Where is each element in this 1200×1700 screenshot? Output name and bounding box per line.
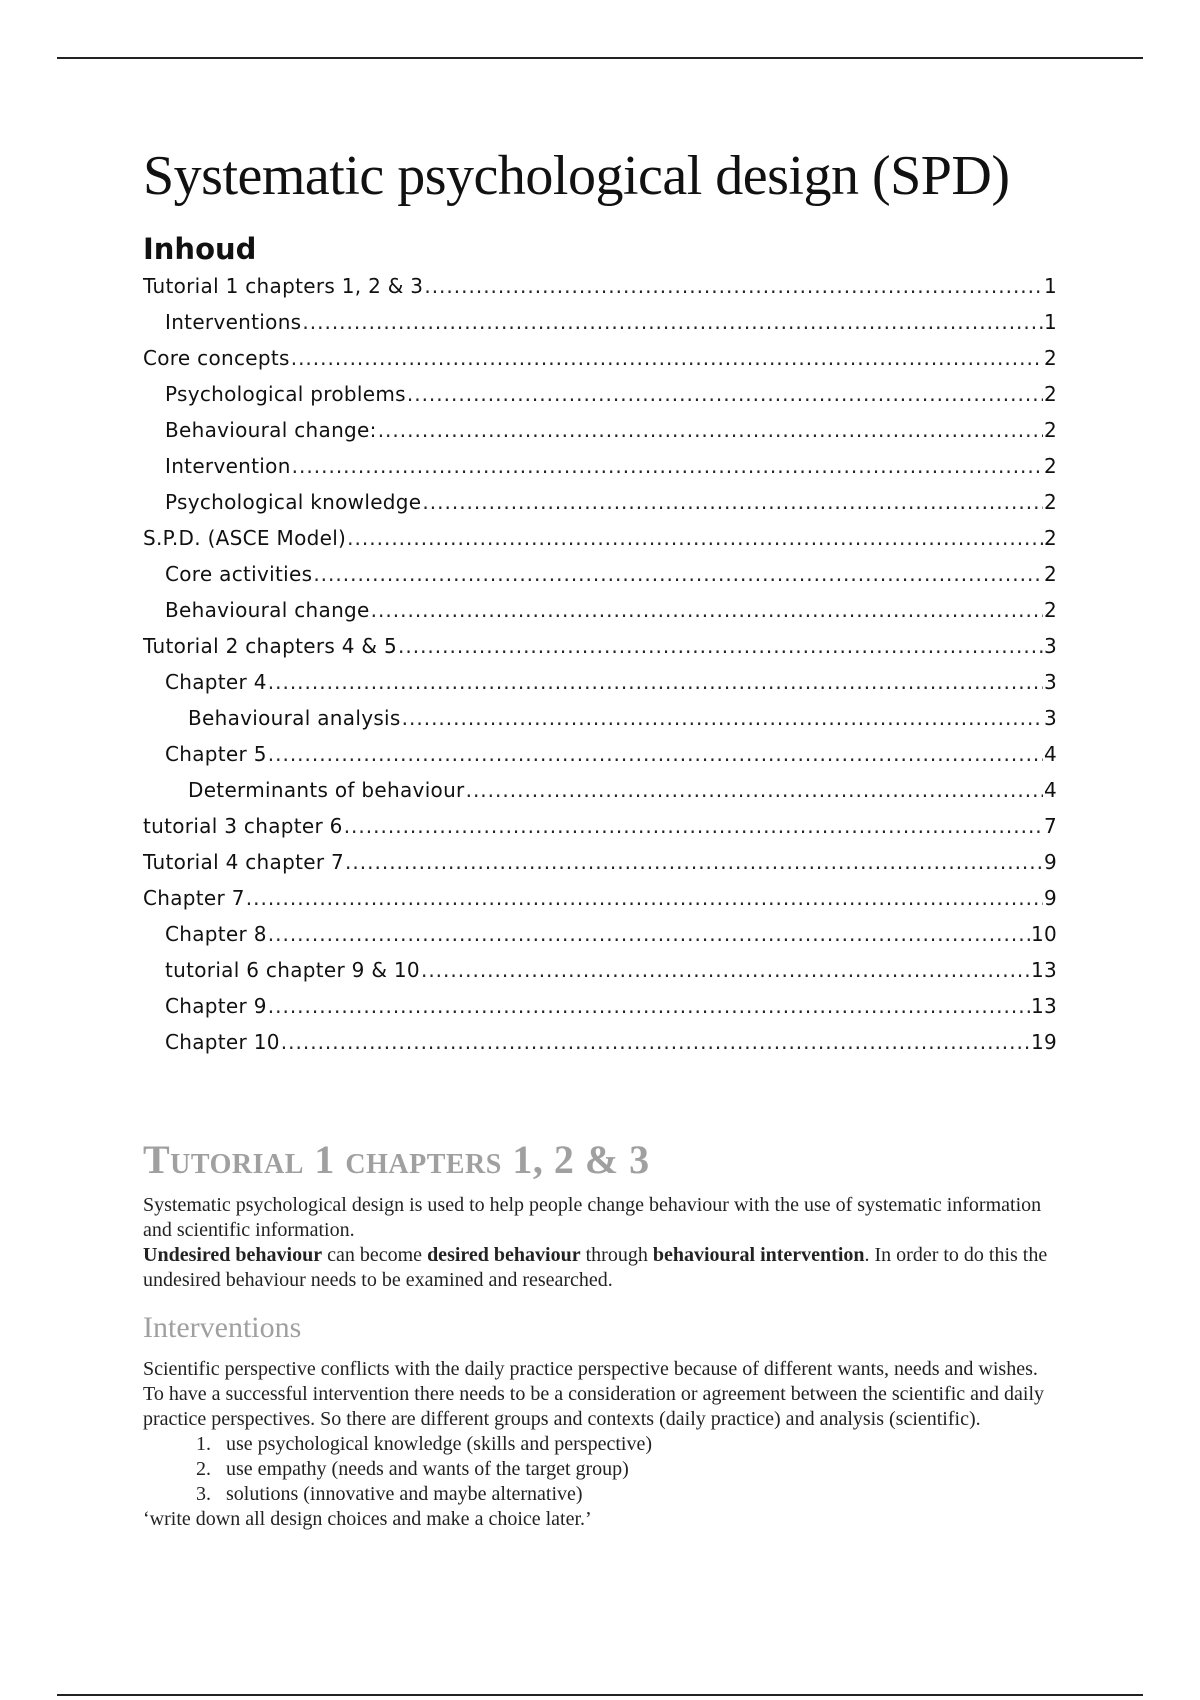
toc-leader-dots — [371, 598, 1043, 622]
toc-entry-label: Chapter 9 — [165, 994, 267, 1018]
toc-leader-dots — [398, 634, 1043, 658]
toc-entry[interactable] — [143, 418, 1057, 454]
toc-entry-page: 3 — [1043, 634, 1057, 658]
toc-entry-label: Chapter 8 — [165, 922, 267, 946]
toc-leader-dots — [268, 922, 1030, 946]
toc-leader-dots — [422, 490, 1043, 514]
page-content — [143, 140, 1057, 1532]
toc-entry-label: Core concepts — [143, 346, 290, 370]
interventions-heading: Interventions — [143, 1311, 302, 1344]
toc-entry-label: Core activities — [165, 562, 313, 586]
toc-entry-page: 2 — [1043, 454, 1057, 478]
bold-desired: desired behaviour — [427, 1244, 581, 1266]
text-span: can become — [322, 1244, 428, 1266]
toc-entry-label: Chapter 10 — [165, 1030, 280, 1054]
toc-entry[interactable] — [143, 850, 1057, 886]
toc-entry[interactable] — [143, 706, 1057, 742]
numbered-list — [143, 1432, 1057, 1507]
toc-entry-label: tutorial 3 chapter 6 — [143, 814, 343, 838]
toc-entry[interactable] — [143, 778, 1057, 814]
toc-entry[interactable] — [143, 490, 1057, 526]
toc-entry-page: 13 — [1030, 958, 1057, 982]
toc-entry-page: 2 — [1043, 346, 1057, 370]
header-rule — [57, 57, 1143, 59]
toc-entry[interactable] — [143, 562, 1057, 598]
toc-entry-page: 2 — [1043, 382, 1057, 406]
toc-leader-dots — [407, 382, 1043, 406]
toc-entry-label: Interventions — [165, 310, 302, 334]
toc-entry-page: 2 — [1043, 562, 1057, 586]
toc-entry-label: Behavioural change: — [165, 418, 377, 442]
toc-entry-label: Chapter 4 — [165, 670, 267, 694]
toc-entry[interactable] — [143, 1030, 1057, 1066]
toc-entry[interactable] — [143, 526, 1057, 562]
toc-leader-dots — [421, 958, 1030, 982]
toc-entry[interactable] — [143, 382, 1057, 418]
table-of-contents — [143, 274, 1057, 1066]
toc-entry-label: S.P.D. (ASCE Model) — [143, 526, 347, 550]
toc-entry-label: Intervention — [165, 454, 291, 478]
toc-entry-page: 13 — [1030, 994, 1057, 1018]
toc-entry-page: 4 — [1043, 778, 1057, 802]
list-item: 3. solutions (innovative and maybe alternative) — [216, 1482, 1057, 1507]
toc-entry[interactable] — [143, 922, 1057, 958]
section-title: Tutorial 1 chapters 1, 2 & 3 — [143, 1137, 650, 1182]
document-title: Systematic psychological design (SPD) — [143, 145, 1010, 207]
toc-leader-dots — [466, 778, 1043, 802]
toc-entry-label: Psychological knowledge — [165, 490, 422, 514]
toc-entry[interactable] — [143, 634, 1057, 670]
toc-leader-dots — [313, 562, 1043, 586]
toc-entry[interactable] — [143, 346, 1057, 382]
toc-leader-dots — [344, 814, 1043, 838]
toc-entry-page: 9 — [1043, 850, 1057, 874]
toc-entry[interactable] — [143, 994, 1057, 1030]
perspective-paragraph: Scientific perspective conflicts with the daily practice perspective because of different wants, needs and wishes. To have a successful intervention there needs to be a consideration or agreement between the scientific and daily practice perspectives. So there are different groups and contexts (daily practice) and analysis (scientific). — [143, 1358, 1045, 1430]
toc-heading: Inhoud — [143, 232, 257, 266]
toc-leader-dots — [347, 526, 1043, 550]
toc-entry-page: 3 — [1043, 670, 1057, 694]
toc-entry-page: 19 — [1030, 1030, 1057, 1054]
toc-entry[interactable] — [143, 274, 1057, 310]
toc-entry[interactable] — [143, 886, 1057, 922]
toc-entry-label: Determinants of behaviour — [188, 778, 465, 802]
toc-leader-dots — [378, 418, 1043, 442]
toc-entry[interactable] — [143, 958, 1057, 994]
toc-entry-page: 1 — [1043, 310, 1057, 334]
behaviour-paragraph — [143, 1243, 1057, 1293]
toc-leader-dots — [402, 706, 1043, 730]
toc-entry-page: 9 — [1043, 886, 1057, 910]
toc-entry[interactable] — [143, 742, 1057, 778]
text-span: . In order to do this the undesired behaviour needs to be examined and researched. — [143, 1244, 1048, 1291]
toc-entry-page: 2 — [1043, 418, 1057, 442]
bold-undesired: Undesired behaviour — [143, 1244, 323, 1266]
toc-entry-page: 1 — [1043, 274, 1057, 298]
list-item: 1. use psychological knowledge (skills and perspective) — [216, 1432, 1057, 1457]
toc-entry[interactable] — [143, 670, 1057, 706]
toc-entry-label: Behavioural change — [165, 598, 370, 622]
toc-entry-label: Behavioural analysis — [188, 706, 401, 730]
toc-leader-dots — [268, 742, 1043, 766]
toc-entry-page: 2 — [1043, 526, 1057, 550]
toc-entry-label: Chapter 5 — [165, 742, 267, 766]
toc-entry-label: Tutorial 2 chapters 4 & 5 — [143, 634, 397, 658]
toc-entry[interactable] — [143, 598, 1057, 634]
toc-entry[interactable] — [143, 454, 1057, 490]
toc-entry-label: tutorial 6 chapter 9 & 10 — [165, 958, 420, 982]
toc-entry-label: Psychological problems — [165, 382, 406, 406]
toc-entry-page: 2 — [1043, 598, 1057, 622]
toc-leader-dots — [424, 274, 1043, 298]
toc-entry-page: 2 — [1043, 490, 1057, 514]
toc-leader-dots — [246, 886, 1043, 910]
footer-rule — [57, 1694, 1143, 1696]
bold-intervention: behavioural intervention — [652, 1244, 865, 1266]
toc-leader-dots — [291, 346, 1043, 370]
quote-line: ‘write down all design choices and make a choice later.’ — [143, 1508, 592, 1530]
text-span: through — [580, 1244, 653, 1266]
toc-entry[interactable] — [143, 310, 1057, 346]
toc-entry-label: Tutorial 4 chapter 7 — [143, 850, 345, 874]
toc-leader-dots — [268, 670, 1043, 694]
toc-leader-dots — [292, 454, 1043, 478]
toc-entry-page: 10 — [1030, 922, 1057, 946]
list-item: 2. use empathy (needs and wants of the target group) — [216, 1457, 1057, 1482]
toc-leader-dots — [281, 1030, 1030, 1054]
toc-leader-dots — [302, 310, 1043, 334]
toc-entry-label: Tutorial 1 chapters 1, 2 & 3 — [143, 274, 424, 298]
toc-entry-page: 3 — [1043, 706, 1057, 730]
toc-entry[interactable] — [143, 814, 1057, 850]
toc-entry-page: 4 — [1043, 742, 1057, 766]
toc-leader-dots — [268, 994, 1030, 1018]
toc-leader-dots — [345, 850, 1043, 874]
toc-entry-label: Chapter 7 — [143, 886, 245, 910]
toc-entry-page: 7 — [1043, 814, 1057, 838]
intro-paragraph: Systematic psychological design is used to help people change behaviour with the use of systematic information and scientific information. — [143, 1194, 1042, 1241]
